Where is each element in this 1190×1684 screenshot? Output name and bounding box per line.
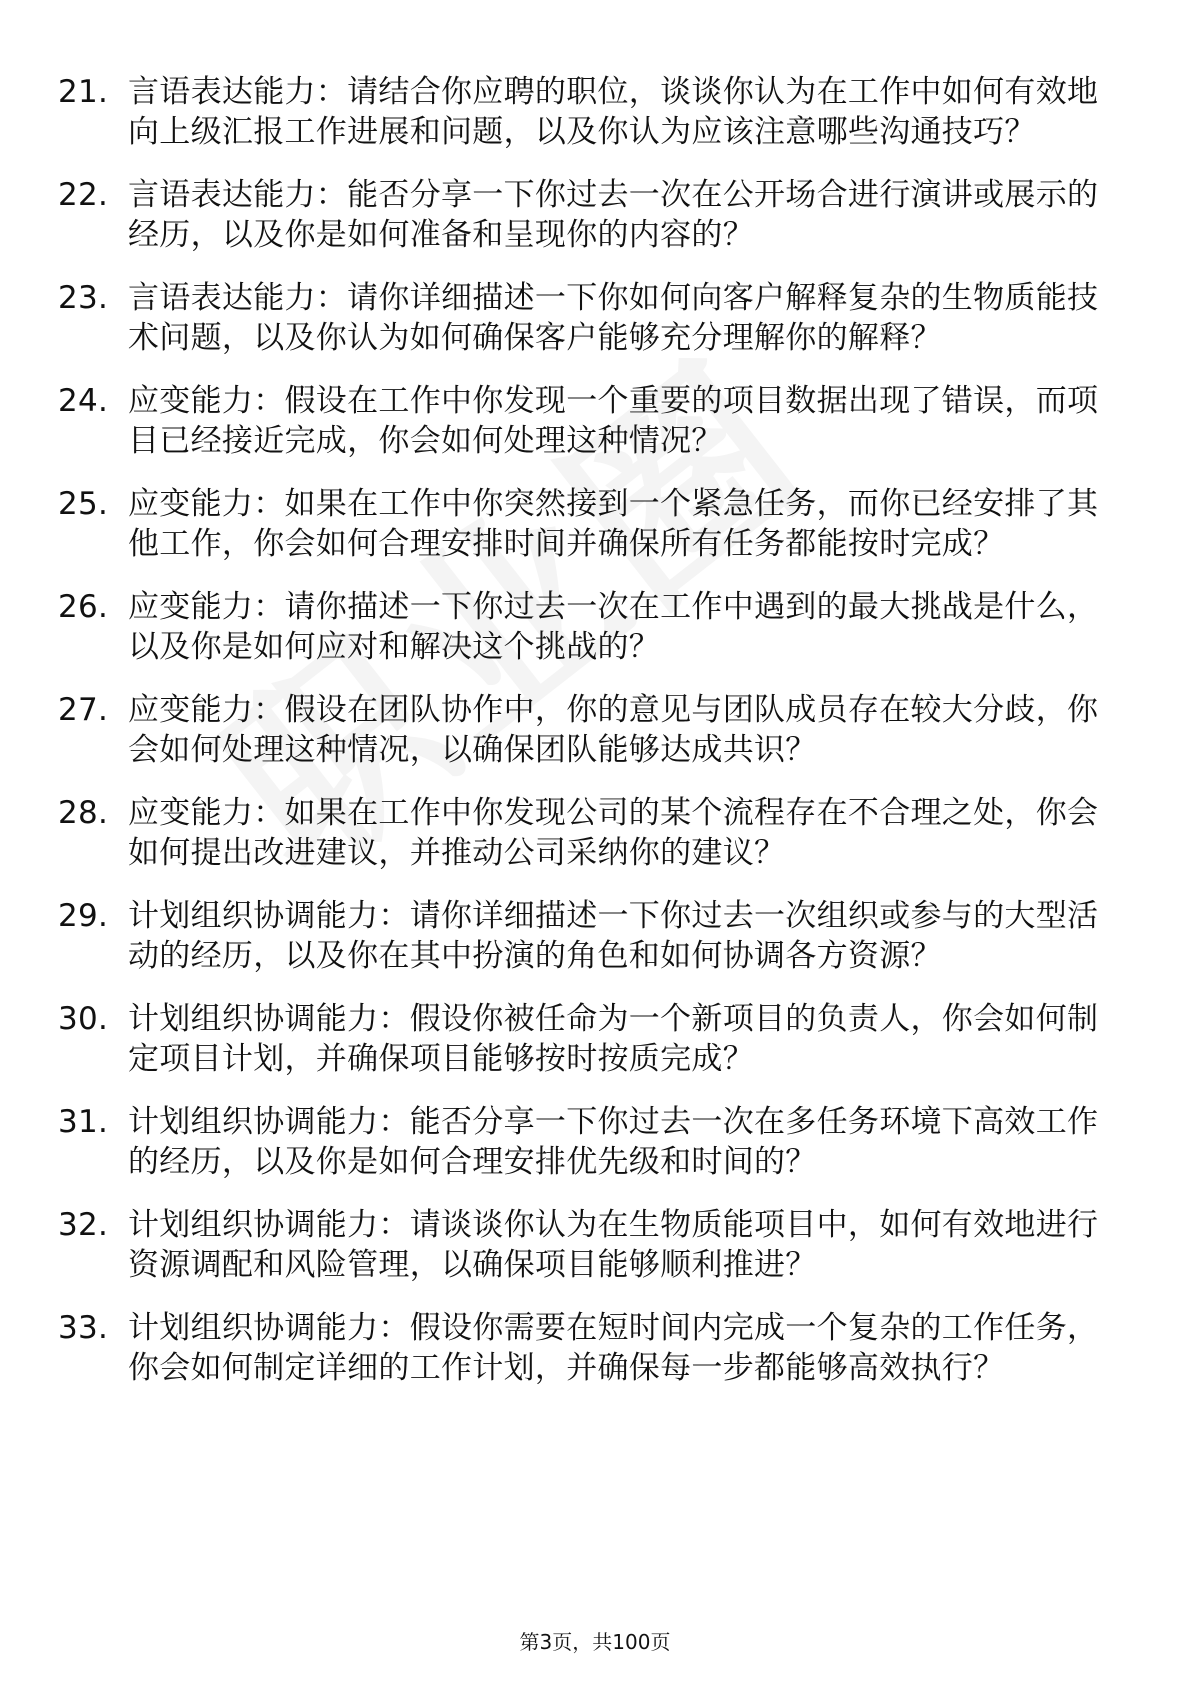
question-item [58,1308,1118,1388]
question-number: 22. [58,177,109,213]
question-text: 计划组织协调能力：请谈谈你认为在生物质能项目中，如何有效地进行资源调配和风险管理，以确保项目能够顺利推进？ [128,1207,1099,1283]
question-number: 21. [58,74,109,110]
question-item [58,278,1118,358]
question-list [58,72,1118,1411]
question-number: 32. [58,1207,109,1243]
question-text: 计划组织协调能力：假设你需要在短时间内完成一个复杂的工作任务，你会如何制定详细的工作计划，并确保每一步都能够高效执行？ [128,1310,1099,1386]
question-number: 23. [58,280,109,316]
question-number: 31. [58,1104,109,1140]
question-text: 应变能力：假设在工作中你发现一个重要的项目数据出现了错误，而项目已经接近完成，你会如何处理这种情况？ [128,383,1099,459]
question-number: 28. [58,795,109,831]
question-item [58,175,1118,255]
question-text: 应变能力：如果在工作中你突然接到一个紧急任务，而你已经安排了其他工作，你会如何合理安排时间并确保所有任务都能按时完成？ [128,486,1099,562]
question-text: 应变能力：请你描述一下你过去一次在工作中遇到的最大挑战是什么，以及你是如何应对和解决这个挑战的？ [128,589,1099,665]
question-item [58,999,1118,1079]
question-item [58,587,1118,667]
question-item [58,896,1118,976]
question-item [58,381,1118,461]
question-number: 30. [58,1001,109,1037]
page-footer: 第3页，共100页 [519,1630,671,1654]
question-text: 言语表达能力：请结合你应聘的职位，谈谈你认为在工作中如何有效地向上级汇报工作进展和问题，以及你认为应该注意哪些沟通技巧？ [128,74,1099,150]
question-number: 24. [58,383,109,419]
question-text: 言语表达能力：能否分享一下你过去一次在公开场合进行演讲或展示的经历，以及你是如何准备和呈现你的内容的？ [128,177,1099,253]
question-text: 应变能力：假设在团队协作中，你的意见与团队成员存在较大分歧，你会如何处理这种情况，以确保团队能够达成共识？ [128,692,1099,768]
question-number: 29. [58,898,109,934]
question-item [58,793,1118,873]
question-text: 应变能力：如果在工作中你发现公司的某个流程存在不合理之处，你会如何提出改进建议，并推动公司采纳你的建议？ [128,795,1099,871]
question-item [58,1205,1118,1285]
question-item [58,690,1118,770]
question-item [58,484,1118,564]
question-number: 26. [58,589,109,625]
question-number: 33. [58,1310,109,1346]
question-text: 计划组织协调能力：假设你被任命为一个新项目的负责人，你会如何制定项目计划，并确保项目能够按时按质完成？ [128,1001,1099,1077]
question-number: 27. [58,692,109,728]
question-text: 计划组织协调能力：能否分享一下你过去一次在多任务环境下高效工作的经历，以及你是如何合理安排优先级和时间的？ [128,1104,1099,1180]
question-text: 言语表达能力：请你详细描述一下你如何向客户解释复杂的生物质能技术问题，以及你认为如何确保客户能够充分理解你的解释？ [128,280,1099,356]
question-text: 计划组织协调能力：请你详细描述一下你过去一次组织或参与的大型活动的经历，以及你在其中扮演的角色和如何协调各方资源？ [128,898,1099,974]
question-item [58,1102,1118,1182]
question-number: 25. [58,486,109,522]
question-item [58,72,1118,152]
